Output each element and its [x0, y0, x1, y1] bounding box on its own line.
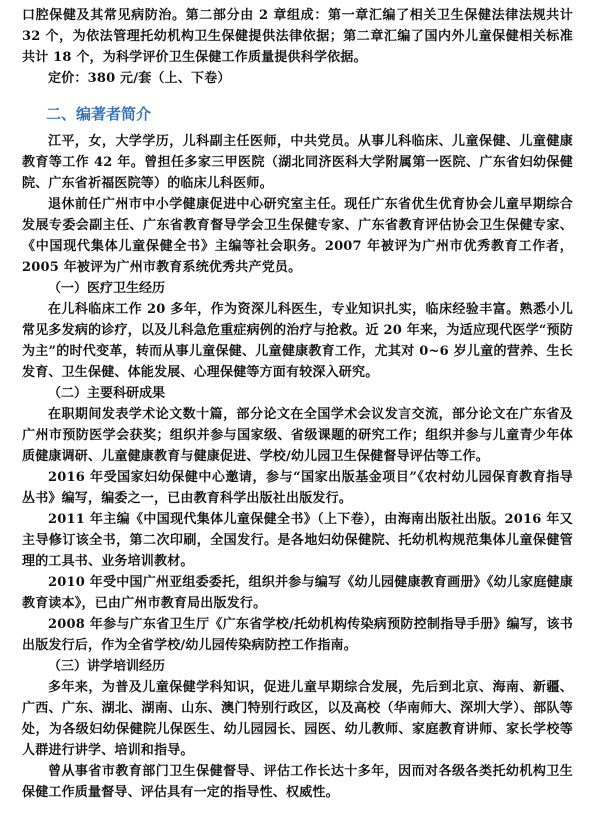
- medical-paragraph-1: 在儿科临床工作 20 多年，作为资深儿科医生，专业知识扎实，临床经验丰富。熟悉小儿常见多发病的诊疗，以及儿科急危重症病例的治疗与抢救。近 20 年来，为适应现代医学“预防为主”的时代变革，转而从事儿童保健、儿童健康教育工作，尤其对 0~6 岁儿童的营养、生长发育、卫生保健、体能发展、心理保健等方面有较深入研究。: [22, 302, 573, 380]
- research-paragraph-3: 2011 年主编《中国现代集体儿童保健全书》（上下卷），由海南出版社出版。2016 年又主导修订该全书，第二次印刷，全国发行。是各地妇幼保健院、托幼机构规范集体儿童保健管理的工具书、业务培训教材。: [22, 512, 573, 569]
- research-paragraph-1: 在职期间发表学术论文数十篇，部分论文在全国学术会议发言交流，部分论文在广东省及广州市预防医学会获奖；组织并参与国家级、省级课题的研究工作；组织并参与儿童青少年体质健康调研、儿童健康教育与健康促进、学校/幼儿园卫生保健督导评估等工作。: [22, 407, 573, 464]
- research-paragraph-2: 2016 年受国家妇幼保健中心邀请，参与“国家出版基金项目”《农村幼儿园保育教育指导丛书》编写，编委之一，已由教育科学出版社出版发行。: [22, 470, 573, 506]
- section-title-authors: 二、编著者简介: [46, 105, 152, 123]
- teaching-paragraph-1: 多年来，为普及儿童保健学科知识，促进儿童早期综合发展，先后到北京、海南、新疆、广西、广东、湖北、湖南、山东、澳门特别行政区，以及高校（华南师大、深圳大学）、部队等处，为各级妇幼保健院儿保医生、幼儿园园长、园医、幼儿教师、家庭教育讲师、家长学校等人群进行讲学、培训和指导。: [22, 680, 573, 758]
- price-line: 定价：380 元/套（上、下卷）: [48, 71, 231, 86]
- research-paragraph-4: 2010 年受中国广州亚组委委托，组织并参与编写《幼儿园健康教育画册》《幼儿家庭健康教育读本》，已由广州市教育局出版发行。: [22, 575, 573, 611]
- intro-continuation-paragraph: 口腔保健及其常见病防治。第二部分由 2 章组成：第一章汇编了相关卫生保健法律法规共计 32 个，为依法管理托幼机构卫生保健提供法律依据；第二章汇编了国内外儿童保健相关标准共计 18 个，为科学评价卫生保健工作质量提供科学依据。: [22, 8, 573, 65]
- subsection-title-research: （二）主要科研成果: [48, 386, 166, 401]
- research-paragraph-5: 2008 年参与广东省卫生厅《广东省学校/托幼机构传染病预防控制指导手册》编写，该书出版发行后，作为全省学校/幼儿园传染病防控工作指南。: [22, 617, 573, 653]
- author-intro-paragraph-2: 退休前任广州市中小学健康促进中心研究室主任。现任广东省优生优育协会儿童早期综合发展专委会副主任、广东省教育督导学会卫生保健专家、广东省教育评估协会卫生保健专家、《中国现代集体儿童保健全书》主编等社会职务。2007 年被评为广州市优秀教育工作者，2005 年被评为广州市教育系统优秀共产党员。: [22, 197, 573, 275]
- subsection-title-teaching: （三）讲学培训经历: [48, 659, 166, 674]
- author-intro-paragraph-1: 江平，女，大学学历，儿科副主任医师，中共党员。从事儿科临床、儿童保健、儿童健康教育等工作 42 年。曾担任多家三甲医院（湖北同济医科大学附属第一医院、广东省妇幼保健院、广东省祈福医院等）的临床儿科医师。: [22, 134, 573, 191]
- teaching-paragraph-2: 曾从事省市教育部门卫生保健督导、评估工作长达十多年，因而对各级各类托幼机构卫生保健工作质量督导、评估具有一定的指导性、权威性。: [22, 764, 573, 800]
- subsection-title-medical: （一）医疗卫生经历: [48, 281, 166, 296]
